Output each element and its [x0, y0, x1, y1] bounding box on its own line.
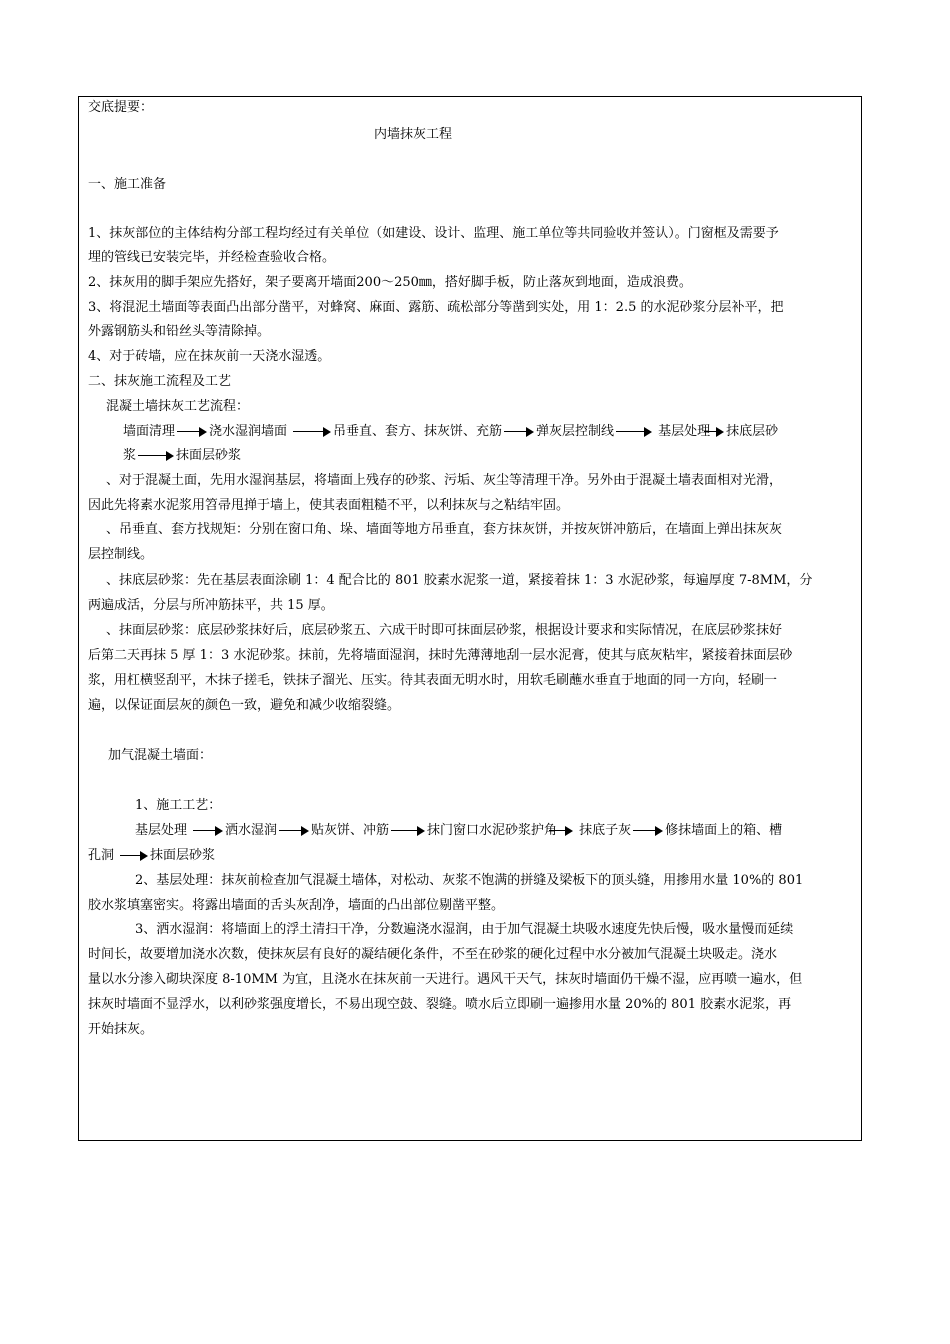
prep-item-4: 4、对于砖墙，应在抹灰前一天浇水湿透。: [88, 349, 331, 364]
arrow-right-icon: [616, 427, 652, 437]
concrete-step-d-line-4: 遍，以保证面层灰的颜色一致，避免和减少收缩裂缝。: [88, 698, 401, 713]
flow-step: 墙面清理: [123, 424, 176, 439]
flow-step: 弹灰层控制线: [536, 424, 615, 439]
concrete-step-b-line-2: 层控制线。: [88, 547, 154, 562]
arrow-right-icon: [549, 826, 573, 836]
aerated-step-3-line-3: 量以水分渗入砌块深度 8-10MM 为宜，且浇水在抹灰前一天进行。遇风干天气，抹灰时墙面仍干燥不湿，应再喷一遍水，但: [88, 972, 803, 987]
aerated-flow-row-1: [135, 823, 782, 839]
arrow-right-icon: [504, 427, 534, 437]
flow-step: 抹门窗口水泥砂浆护角: [427, 823, 558, 838]
flow-step: 浇水湿润墙面: [209, 424, 288, 439]
prep-item-3-line-1: 3、将混泥土墙面等表面凸出部分凿平，对蜂窝、麻面、露筋、疏松部分等凿到实处，用 1：2.5 的水泥砂浆分层补平，把: [88, 300, 784, 315]
aerated-step-3-line-2: 时间长，故要增加浇水次数，使抹灰层有良好的凝结硬化条件，不至在砂浆的硬化过程中水分被加气混凝土块吸走。浇水: [88, 947, 778, 962]
aerated-step-1-title: 1、施工工艺：: [135, 798, 222, 813]
concrete-step-d-line-3: 浆，用杠横竖刮平，木抹子搓毛，铁抹子溜光、压实。待其表面无明水时，用软毛刷蘸水垂直于地面的同一方向，轻刷一: [88, 673, 778, 688]
arrow-right-icon: [633, 826, 663, 836]
arrow-right-icon: [177, 427, 207, 437]
concrete-step-c-line-2: 两遍成活，分层与所冲筋抹平，共 15 厚。: [88, 598, 334, 613]
prep-item-1-line-2: 埋的管线已安装完毕，并经检查验收合格。: [88, 250, 336, 265]
concrete-step-a-line-1: 、对于混凝土面，先用水湿润基层，将墙面上残存的砂浆、污垢、灰尘等清理干净。另外由于混凝土墙表面相对光滑，: [106, 473, 783, 488]
arrow-right-icon: [293, 427, 331, 437]
flow-step: 抹面层砂浆: [150, 848, 216, 863]
page-title: 内墙抹灰工程: [374, 127, 453, 142]
arrow-right-icon: [193, 826, 223, 836]
aerated-step-3-line-4: 抹灰时墙面不显浮水，以利砂浆强度增长，不易出现空鼓、裂缝。喷水后立即刷一遍掺用水量 20%的 801 胶素水泥浆，再: [88, 997, 792, 1012]
section-heading-prep: 一、施工准备: [88, 177, 167, 192]
concrete-step-d-line-2: 后第二天再抹 5 厚 1：3 水泥砂浆。抹前，先将墙面湿润，抹时先薄薄地刮一层水泥膏，使其与底灰粘牢，紧接着抹面层砂: [88, 648, 793, 663]
flow-step: 抹底子灰: [579, 823, 632, 838]
header-label: 交底提要：: [88, 100, 154, 115]
flow-step: 浆: [123, 448, 137, 463]
flow-step: 孔洞: [88, 848, 115, 863]
aerated-step-2-line-2: 胶水浆填塞密实。将露出墙面的舌头灰刮净，墙面的凸出部位剔凿平整。: [88, 898, 505, 913]
concrete-flow-row-2: [123, 448, 241, 464]
flow-step: 抹面层砂浆: [176, 448, 242, 463]
arrow-right-icon: [138, 451, 174, 461]
flow-step: 抹底层砂: [726, 424, 779, 439]
concrete-step-b-line-1: 、吊垂直、套方找规矩：分别在窗口角、垛、墙面等地方吊垂直，套方抹灰饼，并按灰饼冲筋后，在墙面上弹出抹灰灰: [106, 522, 783, 537]
concrete-flow-row-1: [123, 424, 778, 440]
prep-item-3-line-2: 外露钢筋头和铅丝头等清除掉。: [88, 324, 271, 339]
aerated-step-3-line-5: 开始抹灰。: [88, 1022, 154, 1037]
arrow-right-icon: [279, 826, 309, 836]
flow-step: 贴灰饼、冲筋: [311, 823, 390, 838]
aerated-flow-row-2: [88, 848, 215, 864]
arrow-right-icon: [391, 826, 425, 836]
section-heading-process: 二、抹灰施工流程及工艺: [88, 374, 232, 389]
arrow-right-icon: [704, 427, 724, 437]
prep-item-2: 2、抹灰用的脚手架应先搭好，架子要离开墙面200～250㎜，搭好脚手板，防止落灰到地面，造成浪费。: [88, 275, 692, 290]
concrete-step-c-line-1: 、抹底层砂浆：先在基层表面涂刷 1：4 配合比的 801 胶素水泥浆一道，紧接着抹 1：3 水泥砂浆，每遍厚度 7-8MM，分: [106, 573, 813, 588]
concrete-flow-title: 混凝土墙抹灰工艺流程：: [106, 399, 250, 414]
concrete-step-a-line-2: 因此先将素水泥浆用笤帚甩掸于墙上，使其表面粗糙不平，以利抹灰与之粘结牢固。: [88, 498, 570, 513]
flow-step: 吊垂直、套方、抹灰饼、充筋: [333, 424, 503, 439]
aerated-step-3-line-1: 3、洒水湿润：将墙面上的浮土清扫干净，分数遍浇水湿润，由于加气混凝土块吸水速度先快后慢，吸水量慢而延续: [135, 922, 794, 937]
aerated-section-heading: 加气混凝土墙面：: [108, 748, 213, 763]
flow-step: 基层处理: [658, 424, 711, 439]
flow-step: 洒水湿润: [225, 823, 278, 838]
flow-step: 基层处理: [135, 823, 188, 838]
concrete-step-d-line-1: 、抹面层砂浆：底层砂浆抹好后，底层砂浆五、六成干时即可抹面层砂浆，根据设计要求和实际情况，在底层砂浆抹好: [106, 623, 783, 638]
flow-step: 修抹墙面上的箱、槽: [665, 823, 783, 838]
prep-item-1-line-1: 1、抹灰部位的主体结构分部工程均经过有关单位（如建设、设计、监理、施工单位等共同验收并签认）。门窗框及需要予: [88, 226, 779, 241]
aerated-step-2-line-1: 2、基层处理：抹灰前检查加气混凝土墙体，对松动、灰浆不饱满的拼缝及梁板下的顶头缝，用掺用水量 10%的 801: [135, 873, 804, 888]
arrow-right-icon: [120, 851, 148, 861]
